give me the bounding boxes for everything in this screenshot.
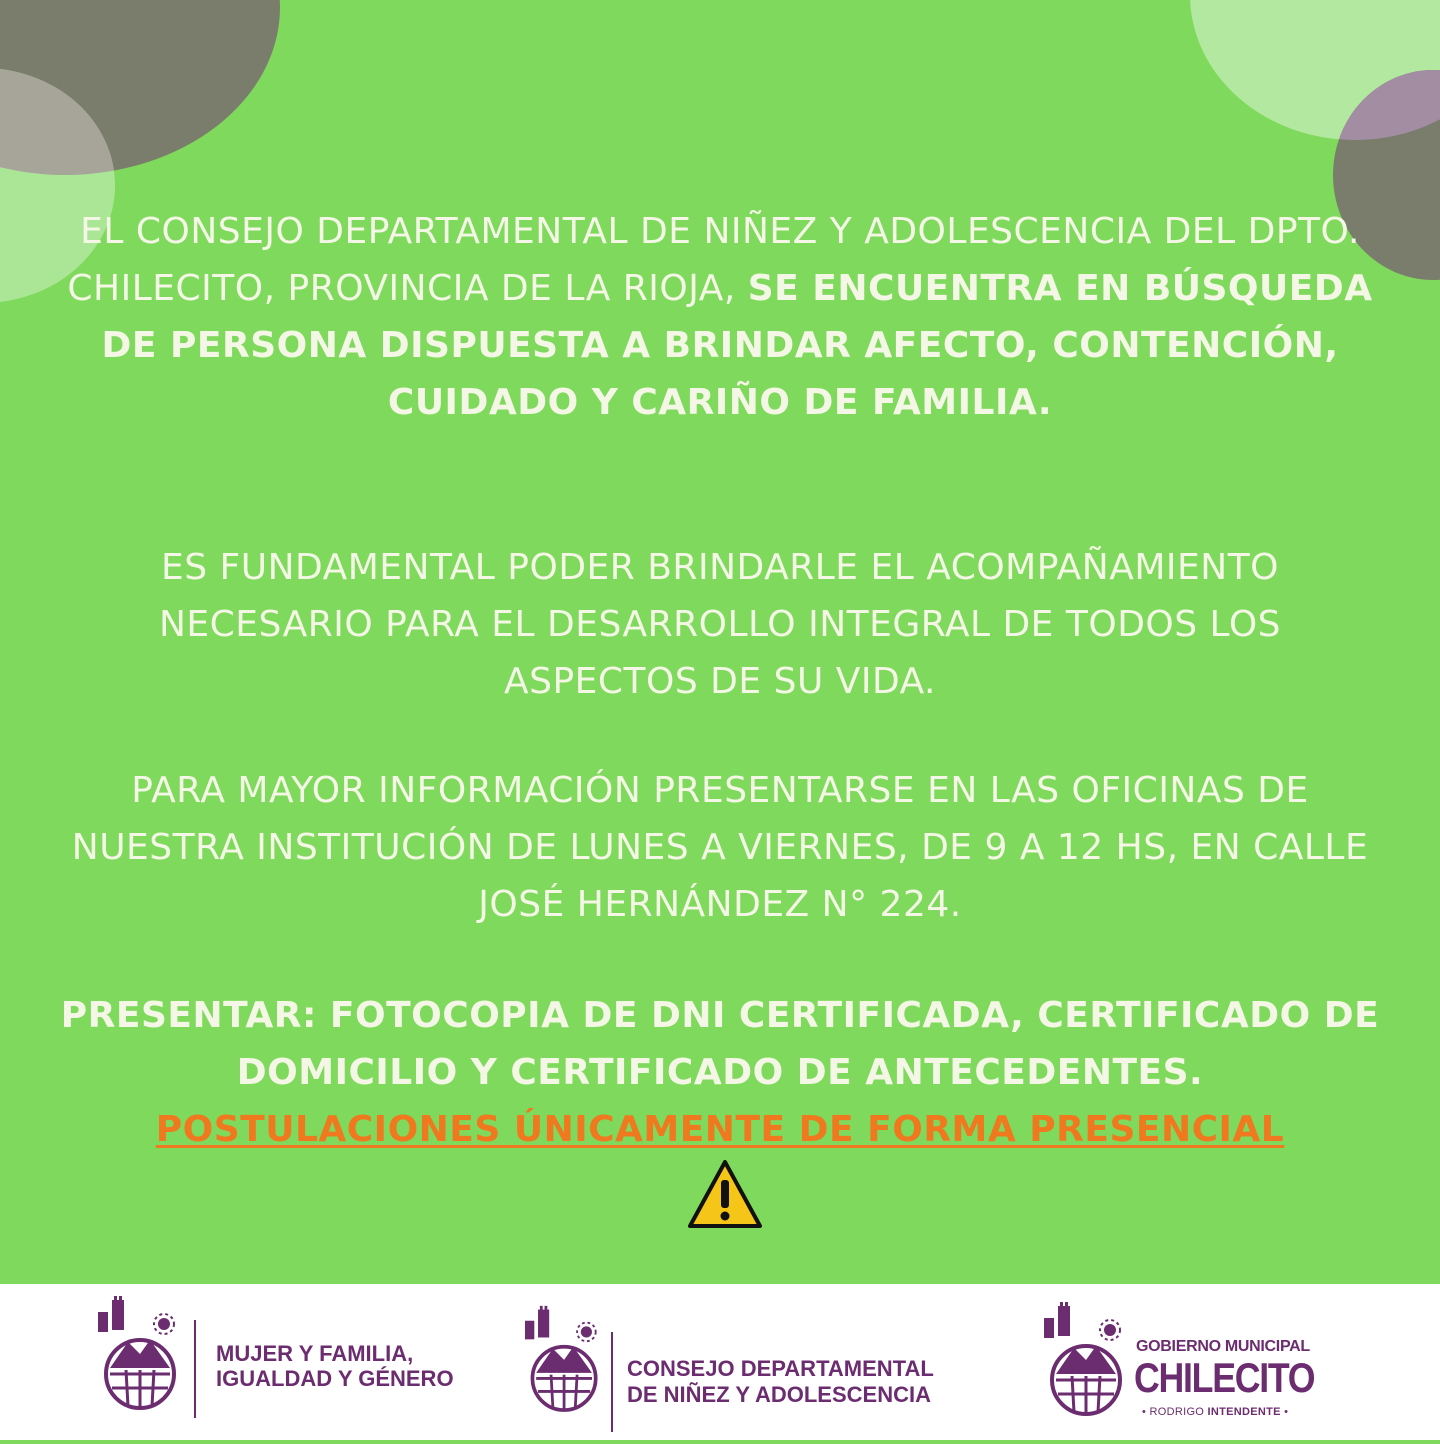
intro-normal-text: EL CONSEJO DEPARTAMENTAL DE NIÑEZ Y ADOLESCENCIA DEL DPTO. CHILECITO, PROVINCIA DE LA RIOJA, <box>67 211 1360 309</box>
presencial-notice: POSTULACIONES ÚNICAMENTE DE FORMA PRESENCIAL <box>155 1109 1285 1150</box>
municipal-emblem-icon <box>525 1304 605 1424</box>
warning-icon <box>686 1156 764 1232</box>
intendente-suffix: • <box>1284 1406 1289 1418</box>
requirements-text: PRESENTAR: FOTOCOPIA DE DNI CERTIFICADA, CERTIFICADO DE DOMICILIO Y CERTIFICADO DE ANTECEDENTES. <box>60 995 1380 1093</box>
requirements-block <box>60 987 1380 1158</box>
intendente-prefix: • RODRIGO <box>1142 1406 1205 1418</box>
municipal-emblem-icon <box>1044 1302 1130 1427</box>
intendente-line <box>1142 1406 1288 1418</box>
logo-divider <box>194 1320 196 1418</box>
logo-gobierno-chilecito <box>1044 1302 1344 1442</box>
intro-paragraph <box>60 203 1380 431</box>
notice-line <box>60 1101 1380 1158</box>
chilecito-wordmark: CHILECITO <box>1134 1354 1315 1401</box>
footer-logos <box>0 1284 1440 1440</box>
logo-mujer-familia <box>98 1296 498 1436</box>
gobierno-municipal-label: GOBIERNO MUNICIPAL <box>1136 1338 1310 1355</box>
logo-consejo <box>525 1304 985 1444</box>
info-paragraph: PARA MAYOR INFORMACIÓN PRESENTARSE EN LAS OFICINAS DE NUESTRA INSTITUCIÓN DE LUNES A VIERNES, DE 9 A 12 HS, EN CALLE JOSÉ HERNÁNDEZ N° 224. <box>71 770 1369 925</box>
logo2-line1: CONSEJO DEPARTAMENTAL <box>627 1356 934 1381</box>
municipal-emblem-icon <box>98 1296 184 1421</box>
logo-divider <box>611 1332 613 1432</box>
logo1-line1: MUJER Y FAMILIA, <box>216 1341 414 1366</box>
intro-bold-text: SE ENCUENTRA EN BÚSQUEDA DE PERSONA DISPUESTA A BRINDAR AFECTO, CONTENCIÓN, CUIDADO Y CARIÑO DE FAMILIA. <box>101 268 1373 423</box>
logo-text <box>627 1356 934 1408</box>
logo1-line2: IGUALDAD Y GÉNERO <box>216 1366 454 1391</box>
logo-text <box>216 1341 454 1391</box>
fundamental-paragraph: ES FUNDAMENTAL PODER BRINDARLE EL ACOMPAÑAMIENTO NECESARIO PARA EL DESARROLLO INTEGRAL DE TODOS LOS ASPECTOS DE SU VIDA. <box>158 547 1281 702</box>
intendente-label: INTENDENTE <box>1207 1406 1281 1418</box>
logo2-line2: DE NIÑEZ Y ADOLESCENCIA <box>627 1382 931 1407</box>
